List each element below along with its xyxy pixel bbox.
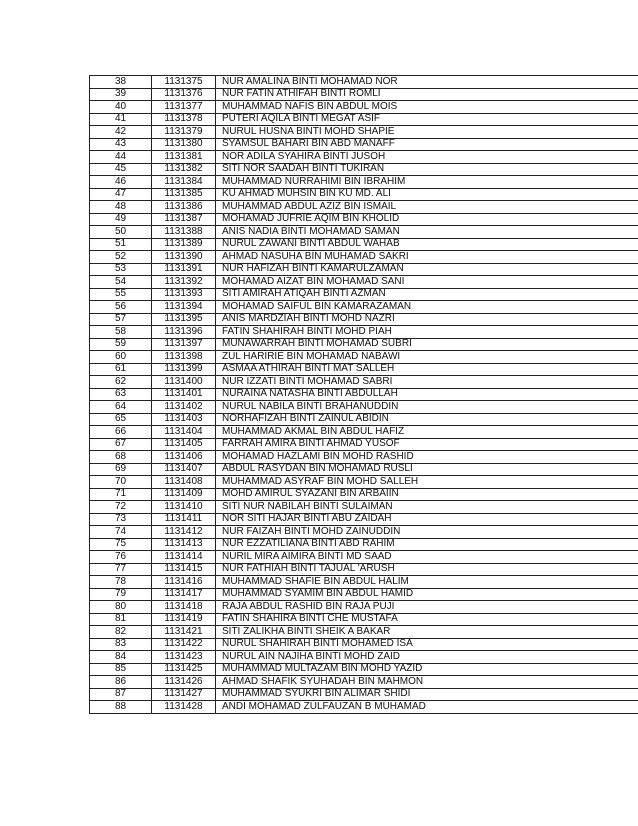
row-number-cell: 48 [90, 201, 152, 214]
student-id-cell: 1131409 [152, 488, 216, 501]
student-id-cell: 1131404 [152, 426, 216, 439]
table-row [90, 613, 638, 626]
row-number-cell: 88 [90, 701, 152, 714]
row-number-cell: 60 [90, 351, 152, 364]
student-id-cell: 1131425 [152, 663, 216, 676]
student-id-cell: 1131426 [152, 676, 216, 689]
student-name-cell: NURUL SHAHIRAH BINTI MOHAMED ISA [216, 638, 638, 651]
row-number-cell: 57 [90, 313, 152, 326]
student-name-cell: NUR IZZATI BINTI MOHAMAD SABRI [216, 376, 638, 389]
table-row [90, 513, 638, 526]
student-name-cell: SYAMSUL BAHARI BIN ABD MANAFF [216, 138, 638, 151]
table-row [90, 688, 638, 701]
row-number-cell: 59 [90, 338, 152, 351]
row-number-cell: 47 [90, 188, 152, 201]
table-row [90, 526, 638, 539]
student-name-cell: FATIN SHAHIRAH BINTI MOHD PIAH [216, 326, 638, 339]
student-id-cell: 1131376 [152, 88, 216, 101]
table-row [90, 488, 638, 501]
row-number-cell: 56 [90, 301, 152, 314]
row-number-cell: 83 [90, 638, 152, 651]
table-row [90, 626, 638, 639]
student-id-cell: 1131412 [152, 526, 216, 539]
table-row [90, 126, 638, 139]
table-row [90, 638, 638, 651]
student-id-cell: 1131394 [152, 301, 216, 314]
row-number-cell: 69 [90, 463, 152, 476]
student-id-cell: 1131386 [152, 201, 216, 214]
student-name-cell: MUNAWARRAH BINTI MOHAMAD SUBRI [216, 338, 638, 351]
row-number-cell: 58 [90, 326, 152, 339]
table-row [90, 188, 638, 201]
table-row [90, 238, 638, 251]
student-id-cell: 1131375 [152, 76, 216, 89]
row-number-cell: 87 [90, 688, 152, 701]
student-name-cell: NUR HAFIZAH BINTI KAMARULZAMAN [216, 263, 638, 276]
row-number-cell: 79 [90, 588, 152, 601]
student-name-cell: NURUL AIN NAJIHA BINTI MOHD ZAID [216, 651, 638, 664]
student-name-cell: MOHAMAD HAZLAMI BIN MOHD RASHID [216, 451, 638, 464]
student-id-cell: 1131413 [152, 538, 216, 551]
row-number-cell: 84 [90, 651, 152, 664]
table-row [90, 501, 638, 514]
student-name-cell: NURUL HUSNA BINTI MOHD SHAPIE [216, 126, 638, 139]
row-number-cell: 81 [90, 613, 152, 626]
row-number-cell: 45 [90, 163, 152, 176]
student-name-cell: MUHAMMAD AKMAL BIN ABDUL HAFIZ [216, 426, 638, 439]
student-id-cell: 1131400 [152, 376, 216, 389]
student-name-cell: NORHAFIZAH BINTI ZAINUL ABIDIN [216, 413, 638, 426]
row-number-cell: 80 [90, 601, 152, 614]
row-number-cell: 85 [90, 663, 152, 676]
student-name-cell: MOHAMAD AIZAT BIN MOHAMAD SANI [216, 276, 638, 289]
student-id-cell: 1131397 [152, 338, 216, 351]
table-row [90, 363, 638, 376]
roster-table-body [90, 76, 638, 714]
student-id-cell: 1131411 [152, 513, 216, 526]
row-number-cell: 53 [90, 263, 152, 276]
student-name-cell: SITI AMIRAH ATIQAH BINTI AZMAN [216, 288, 638, 301]
row-number-cell: 72 [90, 501, 152, 514]
table-row [90, 263, 638, 276]
student-name-cell: MUHAMMAD NAFIS BIN ABDUL MOIS [216, 101, 638, 114]
table-row [90, 438, 638, 451]
student-id-cell: 1131380 [152, 138, 216, 151]
student-id-cell: 1131381 [152, 151, 216, 164]
student-id-cell: 1131392 [152, 276, 216, 289]
student-name-cell: AHMAD SHAFIK SYUHADAH BIN MAHMON [216, 676, 638, 689]
student-name-cell: ZUL HARIRIE BIN MOHAMAD NABAWI [216, 351, 638, 364]
student-name-cell: SITI NOR SAADAH BINTI TUKIRAN [216, 163, 638, 176]
table-row [90, 701, 638, 714]
student-id-cell: 1131379 [152, 126, 216, 139]
table-row [90, 538, 638, 551]
student-name-cell: MOHAMAD SAIFUL BIN KAMARAZAMAN [216, 301, 638, 314]
table-row [90, 351, 638, 364]
row-number-cell: 65 [90, 413, 152, 426]
student-id-cell: 1131405 [152, 438, 216, 451]
table-row [90, 213, 638, 226]
student-id-cell: 1131410 [152, 501, 216, 514]
table-row [90, 376, 638, 389]
table-row [90, 76, 638, 89]
student-name-cell: NUR EZZATILIANA BINTI ABD RAHIM [216, 538, 638, 551]
student-id-cell: 1131423 [152, 651, 216, 664]
row-number-cell: 44 [90, 151, 152, 164]
student-id-cell: 1131398 [152, 351, 216, 364]
table-row [90, 338, 638, 351]
student-name-cell: RAJA ABDUL RASHID BIN RAJA PUJI [216, 601, 638, 614]
row-number-cell: 52 [90, 251, 152, 264]
student-id-cell: 1131427 [152, 688, 216, 701]
student-name-cell: NURUL NABILA BINTI BRAHANUDDIN [216, 401, 638, 414]
student-id-cell: 1131382 [152, 163, 216, 176]
table-row [90, 151, 638, 164]
student-name-cell: ABDUL RASYDAN BIN MOHAMAD RUSLI [216, 463, 638, 476]
row-number-cell: 62 [90, 376, 152, 389]
row-number-cell: 78 [90, 576, 152, 589]
row-number-cell: 71 [90, 488, 152, 501]
student-name-cell: PUTERI AQILA BINTI MEGAT ASIF [216, 113, 638, 126]
row-number-cell: 64 [90, 401, 152, 414]
student-id-cell: 1131384 [152, 176, 216, 189]
table-row [90, 601, 638, 614]
table-row [90, 651, 638, 664]
student-id-cell: 1131419 [152, 613, 216, 626]
row-number-cell: 46 [90, 176, 152, 189]
table-row [90, 476, 638, 489]
row-number-cell: 61 [90, 363, 152, 376]
row-number-cell: 38 [90, 76, 152, 89]
row-number-cell: 42 [90, 126, 152, 139]
table-row [90, 326, 638, 339]
student-id-cell: 1131377 [152, 101, 216, 114]
student-name-cell: MUHAMMAD ASYRAF BIN MOHD SALLEH [216, 476, 638, 489]
table-row [90, 463, 638, 476]
student-id-cell: 1131414 [152, 551, 216, 564]
student-name-cell: AHMAD NASUHA BIN MUHAMAD SAKRI [216, 251, 638, 264]
student-id-cell: 1131401 [152, 388, 216, 401]
table-row [90, 563, 638, 576]
student-id-cell: 1131387 [152, 213, 216, 226]
student-id-cell: 1131399 [152, 363, 216, 376]
row-number-cell: 51 [90, 238, 152, 251]
student-id-cell: 1131417 [152, 588, 216, 601]
student-id-cell: 1131391 [152, 263, 216, 276]
student-name-cell: ANIS MARDZIAH BINTI MOHD NAZRI [216, 313, 638, 326]
table-row [90, 588, 638, 601]
student-name-cell: FATIN SHAHIRA BINTI CHE MUSTAFA [216, 613, 638, 626]
table-row [90, 88, 638, 101]
student-id-cell: 1131415 [152, 563, 216, 576]
student-id-cell: 1131388 [152, 226, 216, 239]
row-number-cell: 41 [90, 113, 152, 126]
row-number-cell: 39 [90, 88, 152, 101]
table-row [90, 413, 638, 426]
student-name-cell: NOR ADILA SYAHIRA BINTI JUSOH [216, 151, 638, 164]
student-name-cell: ASMAA ATHIRAH BINTI MAT SALLEH [216, 363, 638, 376]
row-number-cell: 50 [90, 226, 152, 239]
row-number-cell: 76 [90, 551, 152, 564]
row-number-cell: 73 [90, 513, 152, 526]
student-roster-table [89, 75, 638, 714]
student-id-cell: 1131395 [152, 313, 216, 326]
student-name-cell: FARRAH AMIRA BINTI AHMAD YUSOF [216, 438, 638, 451]
table-row [90, 176, 638, 189]
student-name-cell: NUR FATIN ATHIFAH BINTI ROMLI [216, 88, 638, 101]
table-row [90, 276, 638, 289]
table-row [90, 388, 638, 401]
table-row [90, 426, 638, 439]
student-id-cell: 1131396 [152, 326, 216, 339]
student-name-cell: KU AHMAD MUHSIN BIN KU MD. ALI [216, 188, 638, 201]
row-number-cell: 40 [90, 101, 152, 114]
student-id-cell: 1131393 [152, 288, 216, 301]
table-row [90, 551, 638, 564]
student-id-cell: 1131428 [152, 701, 216, 714]
student-id-cell: 1131402 [152, 401, 216, 414]
student-name-cell: NUR FAIZAH BINTI MOHD ZAINUDDIN [216, 526, 638, 539]
table-row [90, 676, 638, 689]
table-row [90, 451, 638, 464]
document-page [89, 75, 638, 714]
row-number-cell: 49 [90, 213, 152, 226]
table-row [90, 138, 638, 151]
student-id-cell: 1131406 [152, 451, 216, 464]
row-number-cell: 70 [90, 476, 152, 489]
student-name-cell: ANIS NADIA BINTI MOHAMAD SAMAN [216, 226, 638, 239]
student-name-cell: MUHAMMAD NURRAHIMI BIN IBRAHIM [216, 176, 638, 189]
table-row [90, 576, 638, 589]
table-row [90, 288, 638, 301]
table-row [90, 101, 638, 114]
table-row [90, 251, 638, 264]
student-name-cell: ANDI MOHAMAD ZULFAUZAN B MUHAMAD [216, 701, 638, 714]
student-name-cell: SITI ZALIKHA BINTI SHEIK A BAKAR [216, 626, 638, 639]
student-name-cell: MOHAMAD JUFRIE AQIM BIN KHOLID [216, 213, 638, 226]
student-id-cell: 1131416 [152, 576, 216, 589]
row-number-cell: 54 [90, 276, 152, 289]
row-number-cell: 68 [90, 451, 152, 464]
student-id-cell: 1131403 [152, 413, 216, 426]
row-number-cell: 82 [90, 626, 152, 639]
student-id-cell: 1131385 [152, 188, 216, 201]
student-name-cell: NURUL ZAWANI BINTI ABDUL WAHAB [216, 238, 638, 251]
table-row [90, 401, 638, 414]
student-name-cell: MOHD AMIRUL SYAZANI BIN ARBAIIN [216, 488, 638, 501]
student-name-cell: MUHAMMAD SHAFIE BIN ABDUL HALIM [216, 576, 638, 589]
row-number-cell: 86 [90, 676, 152, 689]
table-row [90, 163, 638, 176]
row-number-cell: 77 [90, 563, 152, 576]
row-number-cell: 43 [90, 138, 152, 151]
table-row [90, 226, 638, 239]
table-row [90, 301, 638, 314]
student-name-cell: SITI NUR NABILAH BINTI SULAIMAN [216, 501, 638, 514]
row-number-cell: 63 [90, 388, 152, 401]
student-id-cell: 1131407 [152, 463, 216, 476]
student-name-cell: MUHAMMAD SYUKRI BIN ALIMAR SHIDI [216, 688, 638, 701]
table-row [90, 113, 638, 126]
table-row [90, 201, 638, 214]
table-row [90, 313, 638, 326]
student-name-cell: MUHAMMAD MULTAZAM BIN MOHD YAZID [216, 663, 638, 676]
student-id-cell: 1131421 [152, 626, 216, 639]
student-name-cell: MUHAMMAD SYAMIM BIN ABDUL HAMID [216, 588, 638, 601]
row-number-cell: 74 [90, 526, 152, 539]
student-id-cell: 1131390 [152, 251, 216, 264]
row-number-cell: 75 [90, 538, 152, 551]
row-number-cell: 67 [90, 438, 152, 451]
student-name-cell: NUR AMALINA BINTI MOHAMAD NOR [216, 76, 638, 89]
student-name-cell: NUR FATHIAH BINTI TAJUAL 'ARUSH [216, 563, 638, 576]
student-id-cell: 1131408 [152, 476, 216, 489]
row-number-cell: 55 [90, 288, 152, 301]
table-row [90, 663, 638, 676]
row-number-cell: 66 [90, 426, 152, 439]
student-id-cell: 1131418 [152, 601, 216, 614]
student-id-cell: 1131378 [152, 113, 216, 126]
student-id-cell: 1131389 [152, 238, 216, 251]
student-name-cell: NOR SITI HAJAR BINTI ABU ZAIDAH [216, 513, 638, 526]
student-name-cell: NURAINA NATASHA BINTI ABDULLAH [216, 388, 638, 401]
student-name-cell: MUHAMMAD ABDUL AZIZ BIN ISMAIL [216, 201, 638, 214]
student-id-cell: 1131422 [152, 638, 216, 651]
student-name-cell: NURIL MIRA AIMIRA BINTI MD SAAD [216, 551, 638, 564]
